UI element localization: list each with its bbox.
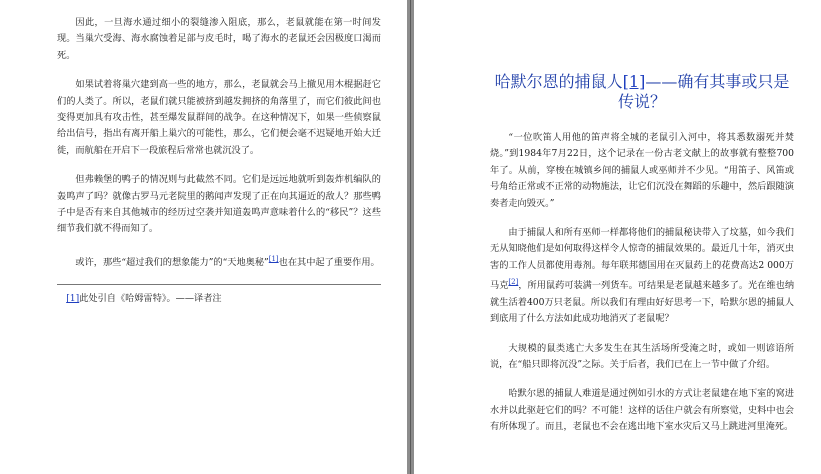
footnote [57, 291, 381, 307]
paragraph-text: 也在其中起了重要作用。 [278, 256, 380, 268]
paragraph: “一位吹笛人用他的笛声将全城的老鼠引入河中，将其悉数溺死并焚烧。”到1984年7月22日，这个记录在一份古老文献上的故事就有整整700年了。从前，穿梭在城镇乡间的捕鼠人或巫师并不少见。“用笛子、风笛或号角给正常或不正常的动物施法，让它们沉没在舞蹈的乐趣中，然后跟随演奏者走向毁灭。” [490, 132, 794, 209]
footnote-ref-link[interactable]: [1] [268, 254, 279, 263]
page-divider [410, 0, 411, 474]
chapter-title [490, 72, 794, 112]
footnote-ref-link[interactable]: [2] [508, 278, 519, 287]
title-footnote-ref-link[interactable]: [1] [622, 72, 646, 91]
chapter-title-text: 哈默尔恩的捕鼠人 [494, 72, 623, 91]
footnote-backlink[interactable]: [1] [66, 293, 80, 305]
paragraph-text: 或许，那些“超过我们的想象能力”的“天地奥秘” [75, 256, 269, 268]
chapter-title-text: ——确有其事或只是传说？ [617, 72, 790, 111]
paragraph [490, 225, 794, 328]
paragraph: 因此，一旦海水通过细小的裂缝渗入阻底，那么，老鼠就能在第一时间发现。当巢穴受海、海水腐蚀着足部与皮毛时，喝了海水的老鼠还会因极度口渴而死。 [57, 17, 381, 61]
paragraph-text: 由于捕鼠人和所有巫师一样都将他们的捕鼠秘诀带入了坟墓，如今我们无从知晓他们是如何取得这样令人惊奇的捕鼠效果的。最近几十年，消灭虫害的工作人员都使用毒剂。每年联邦德国用在灭鼠药上的花费高达2 000万马克 [490, 227, 794, 292]
paragraph: 大规模的鼠类逃亡大多发生在其生活场所受淹之时，或如一则谚语所说，在“船只即将沉没”之际。关于后者，我们已在上一节中做了介绍。 [490, 342, 794, 370]
paragraph [57, 251, 381, 271]
paragraph: 如果试着将巢穴建到高一些的地方，那么，老鼠就会马上撤见用木棍据赶它们的人类了。所以，老鼠们就只能被挤到越发拥挤的角落里了，而它们彼此间也变得更加具有攻击性，甚至爆发鼠群间的战争。在这种情况下，如果一些侦察鼠给出信号，指出有离开船上巢穴的可能性，那么，它们便会毫不迟疑地开始大迁徙，而航船在开启下一段旅程后常常也就沉没了。 [57, 79, 381, 156]
left-page [0, 0, 407, 474]
paragraph-text: ，所用鼠药可装满一列货车。可结果是老鼠越来越多了。光在维也纳就生活着400万只老鼠。所以我们有理由好好思考一下，哈默尔恩的捕鼠人到底用了什么方法如此成功地消灭了老鼠呢？ [490, 280, 795, 325]
footnote-divider [57, 284, 381, 285]
paragraph: 哈默尔恩的捕鼠人难道是通过例如引水的方式让老鼠建在地下室的窝进水并以此驱赶它们的吗？不可能！这样的话住户就会有所察觉，史料中也会有所体现了。而且，老鼠也不会在逃出地下室水灾后又马上跳进河里淹死。 [490, 388, 794, 433]
right-page [414, 0, 821, 474]
footnote-text: 此处引自《哈姆雷特》。——译者注 [79, 293, 222, 305]
paragraph: 但弗赖堡的鸭子的情况则与此截然不同。它们是远远地就听到轰炸机编队的轰鸣声了吗？就像古罗马元老院里的鹅闻声发现了正在向其逼近的敌人？那些鸭子中是否有来自其他城市的经历过空袭并知道轰鸣声意味着什么的“移民”？这些细节我们就不得而知了。 [57, 174, 381, 235]
